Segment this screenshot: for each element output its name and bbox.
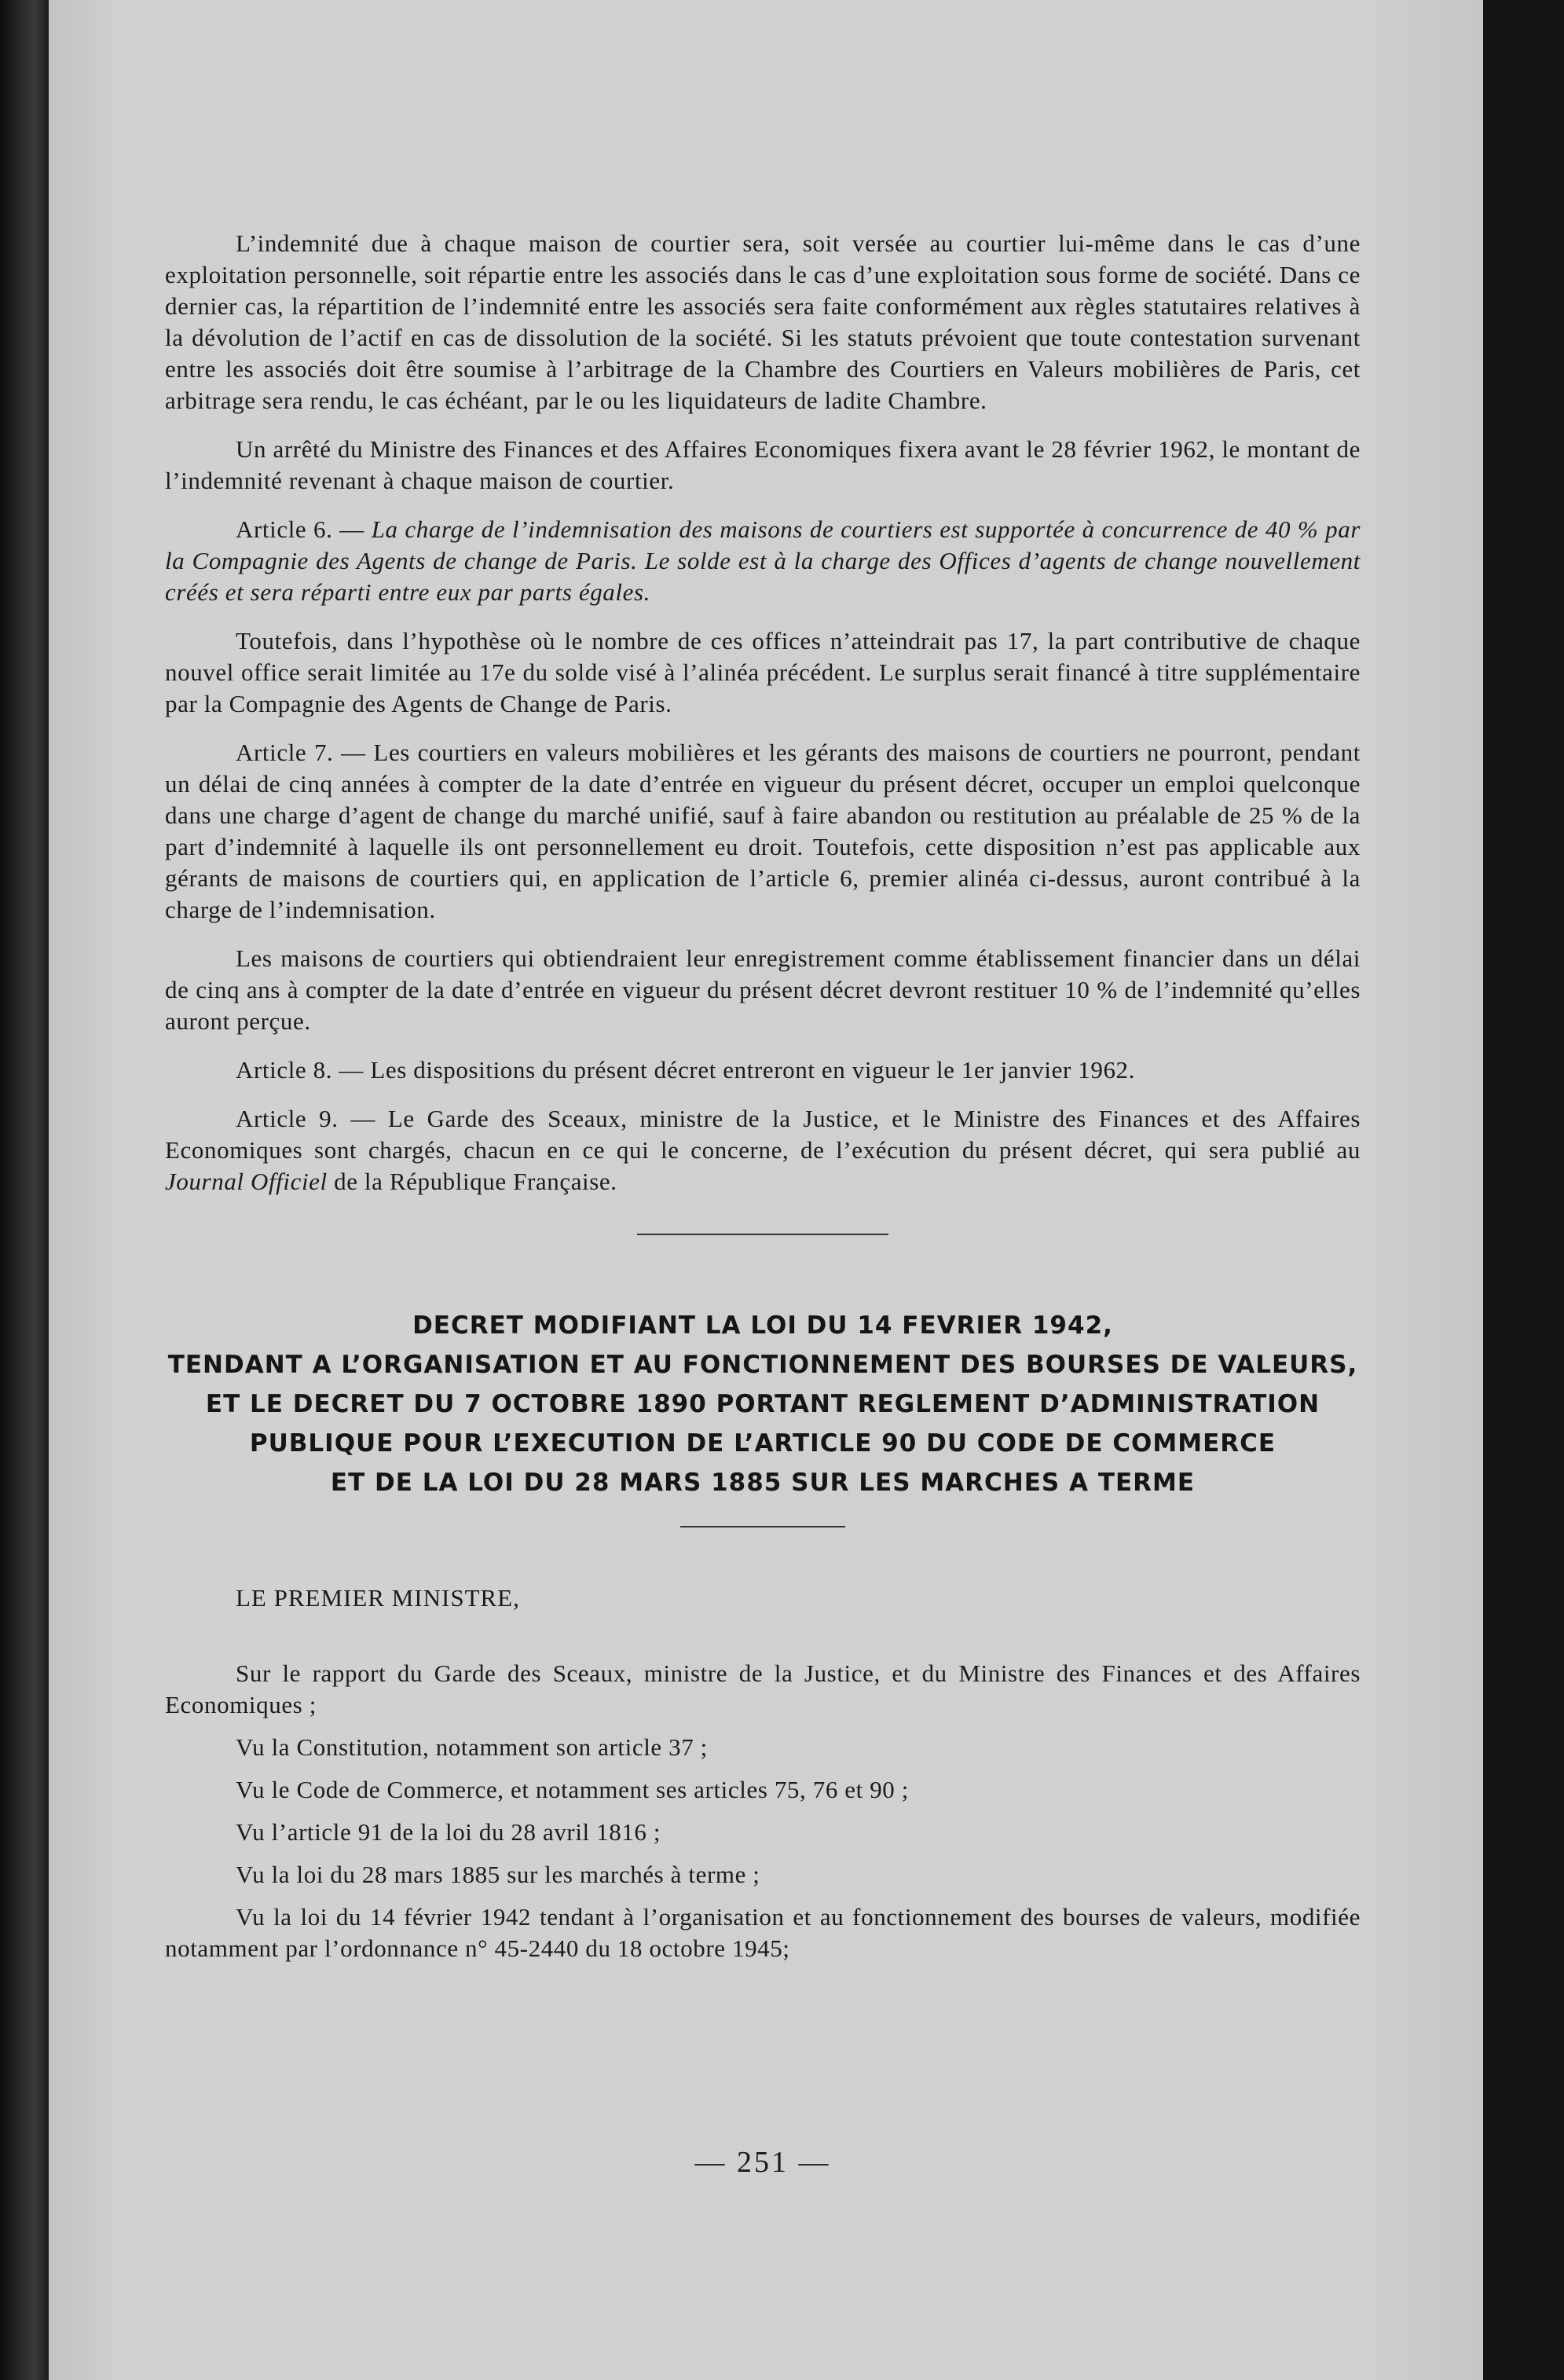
paragraph-arrete: Un arrêté du Ministre des Finances et des Affaires Economiques fixera avant le 28 février 1962, le montant de l’indemnité revenant à chaque maison de courtier.	[165, 435, 1361, 494]
considerant: Vu la Constitution, notamment son article 37 ;	[236, 1733, 708, 1761]
article-8-text: Les dispositions du présent décret entreront en vigueur le 1er janvier 1962.	[370, 1056, 1135, 1084]
article-7	[165, 737, 1361, 926]
decree-title-line: PUBLIQUE POUR L’EXECUTION DE L’ARTICLE 90 DU CODE DE COMMERCE	[249, 1429, 1276, 1458]
article-8-label: Article 8. —	[236, 1056, 364, 1084]
decree-title-line: DECRET MODIFIANT LA LOI DU 14 FEVRIER 1942,	[412, 1311, 1113, 1340]
page-content	[165, 228, 1361, 2179]
article-6	[165, 514, 1361, 608]
journal-officiel: Journal Officiel	[165, 1168, 328, 1195]
decree-title-line: TENDANT A L’ORGANISATION ET AU FONCTIONNEMENT DES BOURSES DE VALEURS,	[167, 1351, 1358, 1379]
paragraph-toutefois: Toutefois, dans l’hypothèse où le nombre de ces offices n’atteindrait pas 17, la part contributive de chaque nouvel office serait limitée au 17e du solde visé à l’alinéa précédent. Le surplus serait financé à titre supplémentaire par la Compagnie des Agents de Change de Paris.	[165, 627, 1361, 717]
article-9	[165, 1103, 1361, 1197]
paragraph-indemnite: L’indemnité due à chaque maison de courtier sera, soit versée au courtier lui-même dans le cas d’une exploitation personnelle, soit répartie entre les associés dans le cas d’une exploitation sous forme de société. Dans ce dernier cas, la répartition de l’indemnité entre les associés sera faite conformément aux règles statutaires relatives à la dévolution de l’actif en cas de dissolution de la société. Si les statuts prévoient que toute contestation survenant entre les associés doit être soumise à l’arbitrage de la Chambre des Courtiers en Valeurs mobilières de Paris, cet arbitrage sera rendu, le cas échéant, par le ou les liquidateurs de ladite Chambre.	[165, 229, 1361, 414]
considerant: Vu la loi du 14 février 1942 tendant à l’organisation et au fonctionnement des bourses de valeurs, modifiée notamment par l’ordonnance n° 45-2440 du 18 octobre 1945;	[165, 1903, 1361, 1962]
considerant: Vu la loi du 28 mars 1885 sur les marchés à terme ;	[236, 1861, 760, 1888]
book-binding	[0, 0, 49, 2380]
page-number: — 251 —	[694, 2146, 831, 2179]
article-7-label: Article 7. —	[236, 739, 366, 766]
document-page	[49, 0, 1483, 2380]
article-6-text: La charge de l’indemnisation des maisons de courtiers est supportée à concurrence de 40 % par la Compagnie des Agents de change de Paris. Le solde est à la charge des Offices d’agents de change nouvellement créés et sera réparti entre eux par parts égales.	[165, 515, 1361, 606]
article-6-label: Article 6. —	[236, 515, 364, 543]
paragraph-maisons: Les maisons de courtiers qui obtiendraient leur enregistrement comme établissement financier dans un délai de cinq ans à compter de la date d’entrée en vigueur du présent décret devront restituer 10 % de l’indemnité qu’elles auront perçue.	[165, 944, 1361, 1035]
considerant: Vu l’article 91 de la loi du 28 avril 1816 ;	[236, 1818, 661, 1846]
article-8	[165, 1054, 1361, 1086]
article-9-text-after: de la République Française.	[327, 1168, 617, 1195]
considerant: Vu le Code de Commerce, et notamment ses articles 75, 76 et 90 ;	[236, 1776, 909, 1803]
article-9-text-before: Le Garde des Sceaux, ministre de la Justice, et le Ministre des Finances et des Affaires Economiques sont chargés, chacun en ce qui le concerne, de l’exécution du présent décret, qui sera publié au	[165, 1105, 1361, 1164]
decree-title	[165, 1306, 1361, 1502]
considerant: Sur le rapport du Garde des Sceaux, ministre de la Justice, et du Ministre des Finances et des Affaires Economiques ;	[165, 1659, 1361, 1718]
article-7-text: Les courtiers en valeurs mobilières et les gérants des maisons de courtiers ne pourront, pendant un délai de cinq années à compter de la date d’entrée en vigueur du présent décret, occuper un emploi quelconque dans une charge d’agent de change du marché unifié, sauf à faire abandon ou restitution au préalable de 25 % de la part d’indemnité à laquelle ils ont personnellement eu droit. Toutefois, cette disposition n’est pas applicable aux gérants de maisons de courtiers qui, en application de l’article 6, premier alinéa ci-dessus, auront contribué à la charge de l’indemnisation.	[165, 739, 1361, 923]
premier-ministre-heading: LE PREMIER MINISTRE,	[236, 1584, 520, 1612]
decree-title-line: ET LE DECRET DU 7 OCTOBRE 1890 PORTANT REGLEMENT D’ADMINISTRATION	[205, 1390, 1320, 1418]
decree-title-line: ET DE LA LOI DU 28 MARS 1885 SUR LES MARCHES A TERME	[330, 1469, 1196, 1497]
section-divider	[637, 1234, 888, 1235]
title-divider	[680, 1526, 845, 1527]
article-9-label: Article 9. —	[236, 1105, 376, 1132]
page-edge-shadow	[1483, 0, 1564, 2380]
